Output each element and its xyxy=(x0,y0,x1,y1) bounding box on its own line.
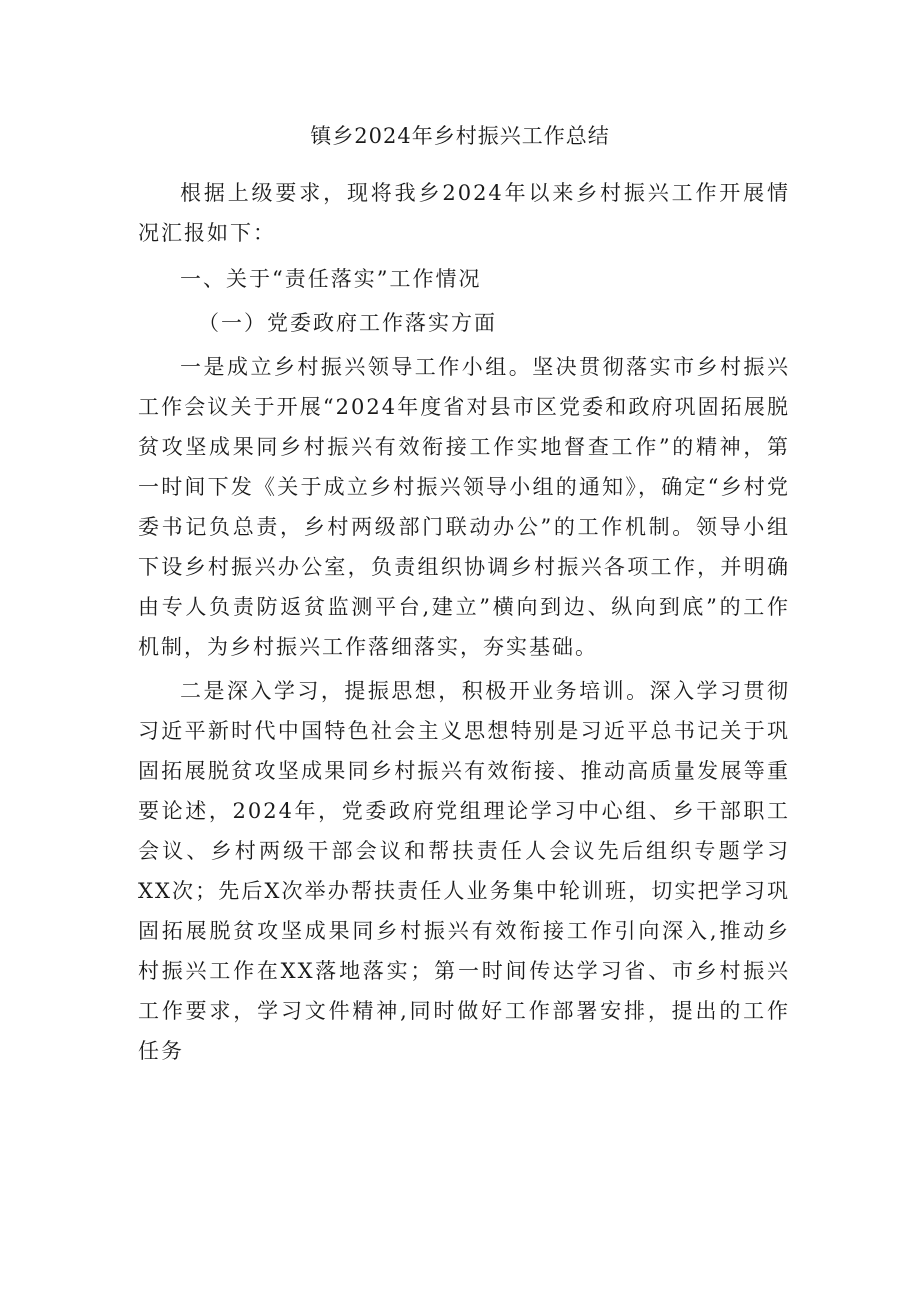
subsection-heading: （一）党委政府工作落实方面 xyxy=(198,311,497,335)
intro-paragraph: 根据上级要求，现将我乡2024年以来乡村振兴工作开展情况汇报如下： xyxy=(138,181,790,245)
body-paragraph: 二是深入学习，提振思想，积极开业务培训。深入学习贯彻习近平新时代中国特色社会主义思想特别是习近平总书记关于巩固拓展脱贫攻坚成果同乡村振兴有效衔接、推动高质量发展等重要论述，2024年，党委政府党组理论学习中心组、乡干部职工会议、乡村两级干部会议和帮扶责任人会议先后组织专题学习XX次；先后X次举办帮扶责任人业务集中轮训班，切实把学习巩固拓展脱贫攻坚成果同乡村振兴有效衔接工作引向深入,推动乡村振兴工作在XX落地落实；第一时间传达学习省、市乡村振兴工作要求，学习文件精神,同时做好工作部署安排，提出的工作任务 xyxy=(138,679,790,1063)
document-title: 镇乡2024年乡村振兴工作总结 xyxy=(310,124,610,148)
section-heading: 一、关于“责任落实”工作情况 xyxy=(180,267,482,291)
document-body xyxy=(138,173,790,1071)
body-paragraph: 一是成立乡村振兴领导工作小组。坚决贯彻落实市乡村振兴工作会议关于开展“2024年度省对县市区党委和政府巩固拓展脱贫攻坚成果同乡村振兴有效衔接工作实地督查工作”的精神，第一时间下发《关于成立乡村振兴领导小组的通知》，确定“乡村党委书记负总责，乡村两级部门联动办公”的工作机制。领导小组下设乡村振兴办公室，负责组织协调乡村振兴各项工作，并明确由专人负责防返贫监测平台,建立”横向到边、纵向到底”的工作机制，为乡村振兴工作落细落实，夯实基础。 xyxy=(138,355,790,659)
